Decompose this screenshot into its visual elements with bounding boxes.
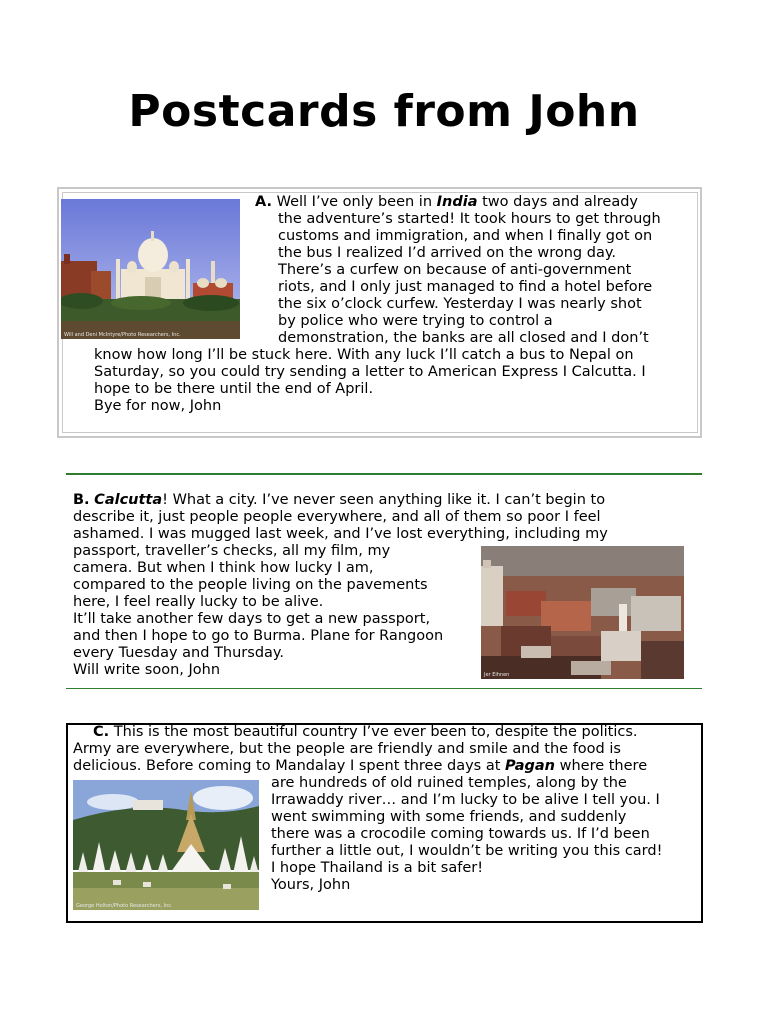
postcard-b-line-1: B. Calcutta! What a city. I’ve never seen anything like it. I can’t begin to [73, 492, 606, 508]
postcard-b-line: camera. But when I think how lucky I am, [73, 560, 374, 576]
postcard-c-line: are hundreds of old ruined temples, along by the [271, 775, 627, 791]
postcard-c-signoff: Yours, John [271, 877, 351, 893]
postcard-c-line: went swimming with some friends, and suddenly [271, 809, 627, 825]
postcard-b-line: It’ll take another few days to get a new passport, [73, 611, 431, 627]
postcard-b-line: passport, traveller’s checks, all my film, my [73, 543, 391, 559]
postcard-a-line: the adventure’s started! It took hours to get through [278, 211, 661, 227]
postcard-a-line: the bus I realized I’d arrived on the wrong day. [278, 245, 616, 261]
postcard-a-place: India [436, 194, 478, 210]
postcard-c-line: I hope Thailand is a bit safer! [271, 860, 484, 876]
postcard-b-line: compared to the people living on the pavements [73, 577, 428, 593]
postcard-a-line: There’s a curfew on because of anti-government [278, 262, 632, 278]
postcard-c-place: Pagan [505, 758, 555, 774]
postcard-a-line: customs and immigration, and when I finally got on [278, 228, 653, 244]
postcard-b-letter: B. [73, 492, 90, 508]
postcard-b-place: Calcutta [94, 492, 163, 508]
postcard-b-line: describe it, just people people everywhere, and all of them so poor I feel [73, 509, 601, 525]
postcard-a-letter: A. [255, 194, 272, 210]
postcard-a-line: know how long I’ll be stuck here. With any luck I’ll catch a bus to Nepal on [94, 347, 634, 363]
postcard-b-line: here, I feel really lucky to be alive. [73, 594, 324, 610]
postcard-c-text [73, 724, 663, 894]
postcard-a-text [94, 194, 661, 415]
postcard-b-line: ashamed. I was mugged last week, and I’ve lost everything, including my [73, 526, 608, 542]
postcard-b-line: every Tuesday and Thursday. [73, 645, 285, 661]
page-title: Postcards from John [128, 86, 640, 137]
postcard-c-line: further a little out, I wouldn’t be writing you this card! [271, 843, 663, 859]
postcard-a-line: by police who were trying to control a [278, 313, 553, 329]
postcard-b-text [73, 492, 608, 679]
postcard-c-line: there was a crocodile coming towards us. If I’d been [271, 826, 650, 842]
postcard-b-line: and then I hope to go to Burma. Plane for Rangoon [73, 628, 444, 644]
postcard-a-line: the six o’clock curfew. Yesterday I was nearly shot [278, 296, 642, 312]
photo-credit-c: George Holton/Photo Researchers, Inc. [76, 903, 173, 909]
postcard-a-line-1: A. Well I’ve only been in India two days and already [255, 194, 639, 210]
postcard-a-line: demonstration, the banks are all closed and I don’t [278, 330, 649, 346]
divider-top-b [66, 473, 702, 475]
postcard-a-line: riots, and I only just managed to find a hotel before [278, 279, 653, 295]
postcard-c-line-1: C. This is the most beautiful country I’ve ever been to, despite the politics. [93, 724, 638, 740]
postcard-a-signoff: Bye for now, John [94, 398, 222, 414]
postcard-a-line: hope to be there until the end of April. [94, 381, 374, 397]
postcard-c-line-3: delicious. Before coming to Mandalay I spent three days at Pagan where there [73, 758, 648, 774]
postcard-c-letter: C. [93, 724, 110, 740]
divider-bottom-b [66, 688, 702, 689]
postcard-c-line: Army are everywhere, but the people are friendly and smile and the food is [73, 741, 621, 757]
photo-credit-a: Will and Deni McIntyre/Photo Researchers, Inc. [64, 332, 181, 338]
photo-credit-b: Jer Eihnen [484, 672, 510, 678]
postcard-c-line: Irrawaddy river… and I’m lucky to be alive I tell you. I [271, 792, 660, 808]
postcard-a-line: Saturday, so you could try sending a letter to American Express I Calcutta. I [94, 364, 646, 380]
postcard-b-signoff: Will write soon, John [73, 662, 221, 678]
